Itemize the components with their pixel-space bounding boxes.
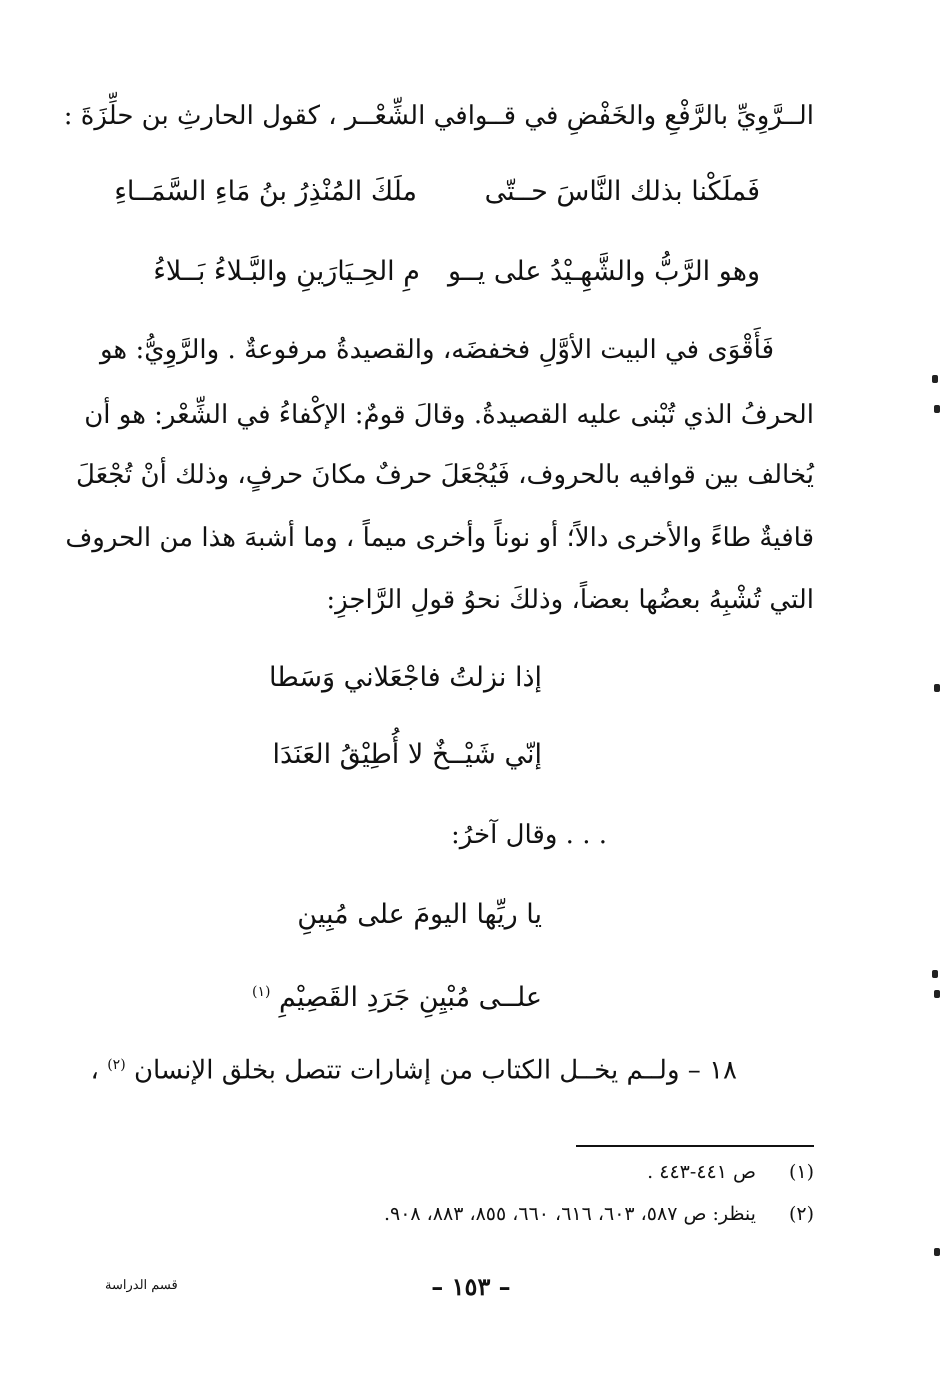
couplet-2-first-hemistich: وهو الرَّبُّ والشَّهِـيْدُ على يــو xyxy=(448,256,760,287)
scan-margin-mark xyxy=(932,970,938,978)
footnote-2-number: (٢) xyxy=(788,1203,814,1225)
rajaz-verse-2: إنّي شَيْــخٌ لا أُطِيْقُ العَنَدَا xyxy=(272,739,542,770)
footnote-2-text: ينظر: ص ٥٨٧، ٦٠٣، ٦١٦، ٦٦٠، ٨٥٥، ٨٨٣، ٩٠٨. xyxy=(383,1203,756,1225)
couplet-2-second-hemistich: مِ الحِـيَارَينِ والبَّـلاءُ بَــلاءُ xyxy=(153,256,420,287)
prose-line-1: فَأَقْوَى في البيت الأوَّلِ فخفضَه، والقصيدةُ مرفوعةٌ . والرَّوِيُّ: هو xyxy=(100,335,774,365)
page-number: – ١٥٣ – xyxy=(431,1272,511,1301)
footnote-1-text: ص ٤٤١-٤٤٣ . xyxy=(647,1161,756,1183)
scan-margin-mark xyxy=(934,990,940,998)
footnote-1 xyxy=(647,1158,814,1186)
scan-margin-mark xyxy=(934,684,940,692)
prose-line-3: يُخالف بين قوافيه بالحروف، فَيُجْعَلَ حرفٌ مكانَ حرفٍ، وذلك أنْ تُجْعَلَ xyxy=(76,460,814,490)
scan-margin-mark xyxy=(934,1248,940,1256)
section-label: قسم الدراسة xyxy=(105,1278,178,1293)
paragraph-18-tail: ، xyxy=(90,1055,99,1086)
intro-line: الــرَّوِيِّ بالرَّفْعِ والخَفْضِ في قــوافي الشِّعْــر ، كقول الحارثِ بن حلِّزَةَ : xyxy=(63,101,814,131)
scan-margin-mark xyxy=(932,375,938,383)
couplet-1-first-hemistich: فَملَكْنا بذلك النَّاسَ حــتّى xyxy=(484,176,760,207)
footnote-ref-2: (٢) xyxy=(107,1057,126,1073)
paragraph-18 xyxy=(91,1045,737,1091)
footnote-ref-1: (١) xyxy=(251,984,271,1000)
other-verse-1: يا ريِّها اليومَ على مُبِينِ xyxy=(297,899,542,930)
footnote-2 xyxy=(384,1200,814,1228)
prose-line-5: التي تُشْبِهُ بعضُها بعضاً، وذلكَ نحوُ قولِ الرَّاجزِ: xyxy=(326,585,814,615)
prose-line-2: الحرفُ الذي تُبْنى عليه القصيدةُ. وقالَ قومٌ: الإكْفاءُ في الشِّعْر: هو أن xyxy=(84,400,814,430)
footnote-separator xyxy=(576,1145,814,1147)
another-said-line: . . . وقال آخرُ: xyxy=(450,820,607,850)
rajaz-verse-1: إذا نزلتُ فاجْعَلاني وَسَطا xyxy=(269,662,542,693)
footnote-1-number: (١) xyxy=(788,1161,814,1183)
prose-line-4: قافيةٌ طاءً والأخرى دالاً؛ أو نوناً وأخرى ميماً ، وما أشبهَ هذا من الحروف xyxy=(65,523,814,553)
other-verse-2-text: علــى مُبْيِنِ جَرَدِ القَصِيْمِ xyxy=(279,982,542,1013)
couplet-1-second-hemistich: ملَكَ المُنْذِرُ بنُ مَاءِ السَّمَــاءِ xyxy=(114,176,417,207)
paragraph-18-text: ١٨ – ولــم يخــل الكتاب من إشارات تتصل بخلق الإنسان xyxy=(133,1055,737,1086)
other-verse-2 xyxy=(252,972,542,1018)
scan-margin-mark xyxy=(934,405,940,413)
